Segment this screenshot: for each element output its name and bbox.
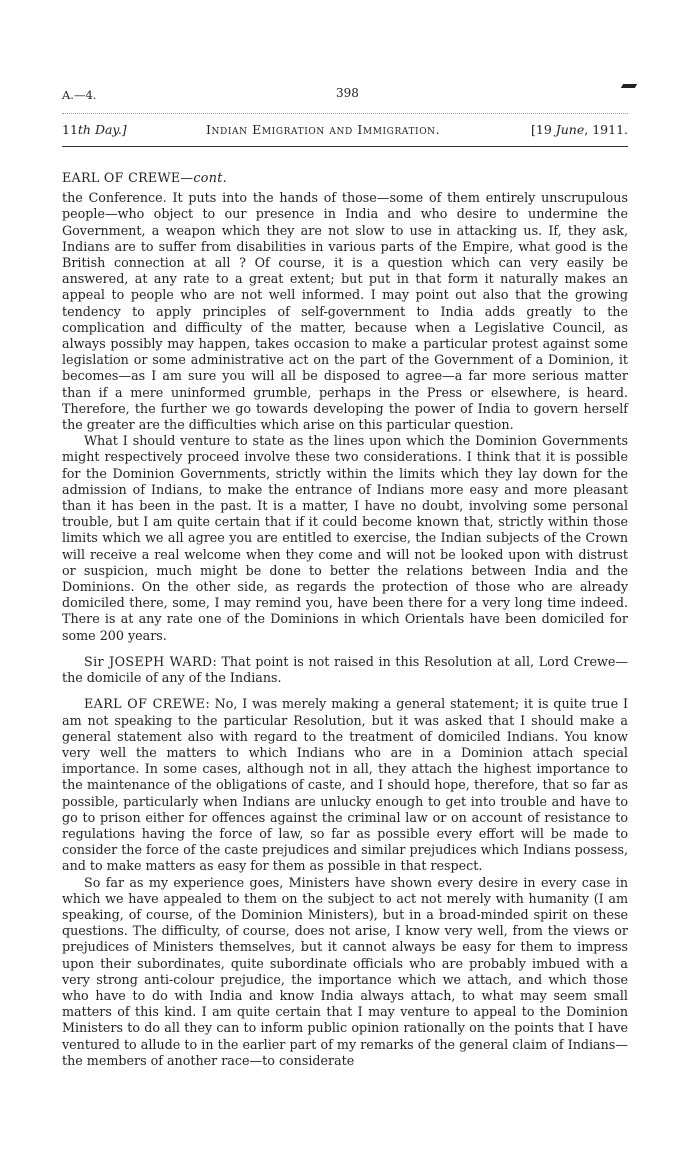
page-number: 398 [336,86,359,100]
header-date [531,122,628,137]
dotted-rule [62,113,628,114]
paragraph-3-text: : That point is not raised in this Resolution at all, Lord Crewe—the domicile of any of the Indians. [62,653,629,686]
paragraph-4-text: : No, I was merely making a general statement; it is quite true I am not speaking to the particular Resolution, but it was asked that I should make a general statement also with regard to the treatment of domiciled Indians. You know very well the matters to which Indians who are in a Dominion attach special importance. In some cases, although not in all, they attach the highest importance to the maintenance of the obligations of caste, and I should hope, therefore, that so far as possible, particularly when Indians are unlucky enough to get into trouble and have to go to prison either for offences against the criminal law or on account of resistance to regulations having the force of law, so far as possible every effort will be made to consider the force of the caste prejudices and similar prejudices which Indians possess, and to make matters as easy for them as possible in that respect. [62,696,629,874]
paragraph-2: What I should venture to state as the lines upon which the Dominion Governments might respectively proceed involve these two considerations. I think that it is possible for the Dominion Governments, strictly within the limits which they lay down for the admission of Indians, to make the entrance of Indians more easy and more pleasant than it has been in the past. It is a matter, I have no doubt, involving some personal trouble, but I am quite certain that if it could become known that, strictly within those limits which we all agree you are entitled to exercise, the Indian subjects of the Crown will receive a real welcome when they come and will not be looked upon with distrust or suspicion, much might be done to better the relations between India and the Dominions. On the other side, as regards the protection of those who are already domiciled there, some, I may remind you, have been there for a very long time indeed. There is at any rate one of the Dominions in which Orientals have been domiciled for some 200 years. [62,433,628,643]
header-date-month: June [555,122,585,137]
header-day-number: 11 [62,122,78,137]
speaker-crewe: EARL OF CREWE [84,696,206,712]
header-date-year: , 1911. [584,122,628,137]
running-header [62,122,628,142]
header-day-label: th Day.] [77,122,127,137]
paragraph-3 [62,654,628,686]
speaker-name: EARL OF CREWE— [62,170,194,185]
speaker-ward: Sir JOSEPH WARD [84,653,213,669]
speaker-heading [62,170,628,186]
header-title: Indian Emigration and Immigration. [206,122,441,137]
header-day [62,122,127,137]
body-text [62,170,628,1069]
page-reference: A.—4. [62,88,97,102]
header-rule [62,146,628,147]
speaker-cont: cont. [193,170,227,185]
header-date-open: [19 [530,122,556,137]
paragraph-1: the Conference. It puts into the hands of those—some of them entirely unscrupulous people—who object to our presence in India and who desire to undermine the Government, a weapon which they are not slow to use in attacking us. If, they ask, Indians are to suffer from disabilities in various parts of the Empire, what good is the British connection at all ? Of course, it is a question which can very easily be answered, at any rate to a great extent; but put in that form it naturally makes an appeal to people who are not well informed. I may point out also that the growing tendency to apply principles of self-government to India adds greatly to the complication and difficulty of the matter, because when a Legislative Council, as always possibly may happen, takes occasion to make a particular protest against some legislation or some administrative act on the part of the Government of a Dominion, it becomes—as I am sure you will all be disposed to agree—a far more serious matter than if a mere uninformed grumble, perhaps in the Press or elsewhere, is heard. Therefore, the further we go towards developing the power of India to govern herself the greater are the difficulties which arise on this particular question. [62,190,628,433]
paragraph-5: So far as my experience goes, Ministers have shown every desire in every case in which we have appealed to them on the subject to act not merely with humanity (I am speaking, of course, of the Dominion Ministers), but in a broad-minded spirit on these questions. The difficulty, of course, does not arise, I know very well, from the views or prejudices of Ministers themselves, but it cannot always be easy for them to impress upon their subordinates, quite subordinate officials who are probably imbued with a very strong anti-colour prejudice, the importance which we attach, and which those who have to do with India and know India always attach, to what may seem small matters of this kind. I am quite certain that I may venture to appeal to the Dominion Ministers to do all they can to inform public opinion rationally on the points that I have ventured to allude to in the earlier part of my remarks of the general claim of Indians—the members of another race—to considerate [62,874,628,1068]
paragraph-4 [62,696,628,874]
page-topline [62,88,628,104]
